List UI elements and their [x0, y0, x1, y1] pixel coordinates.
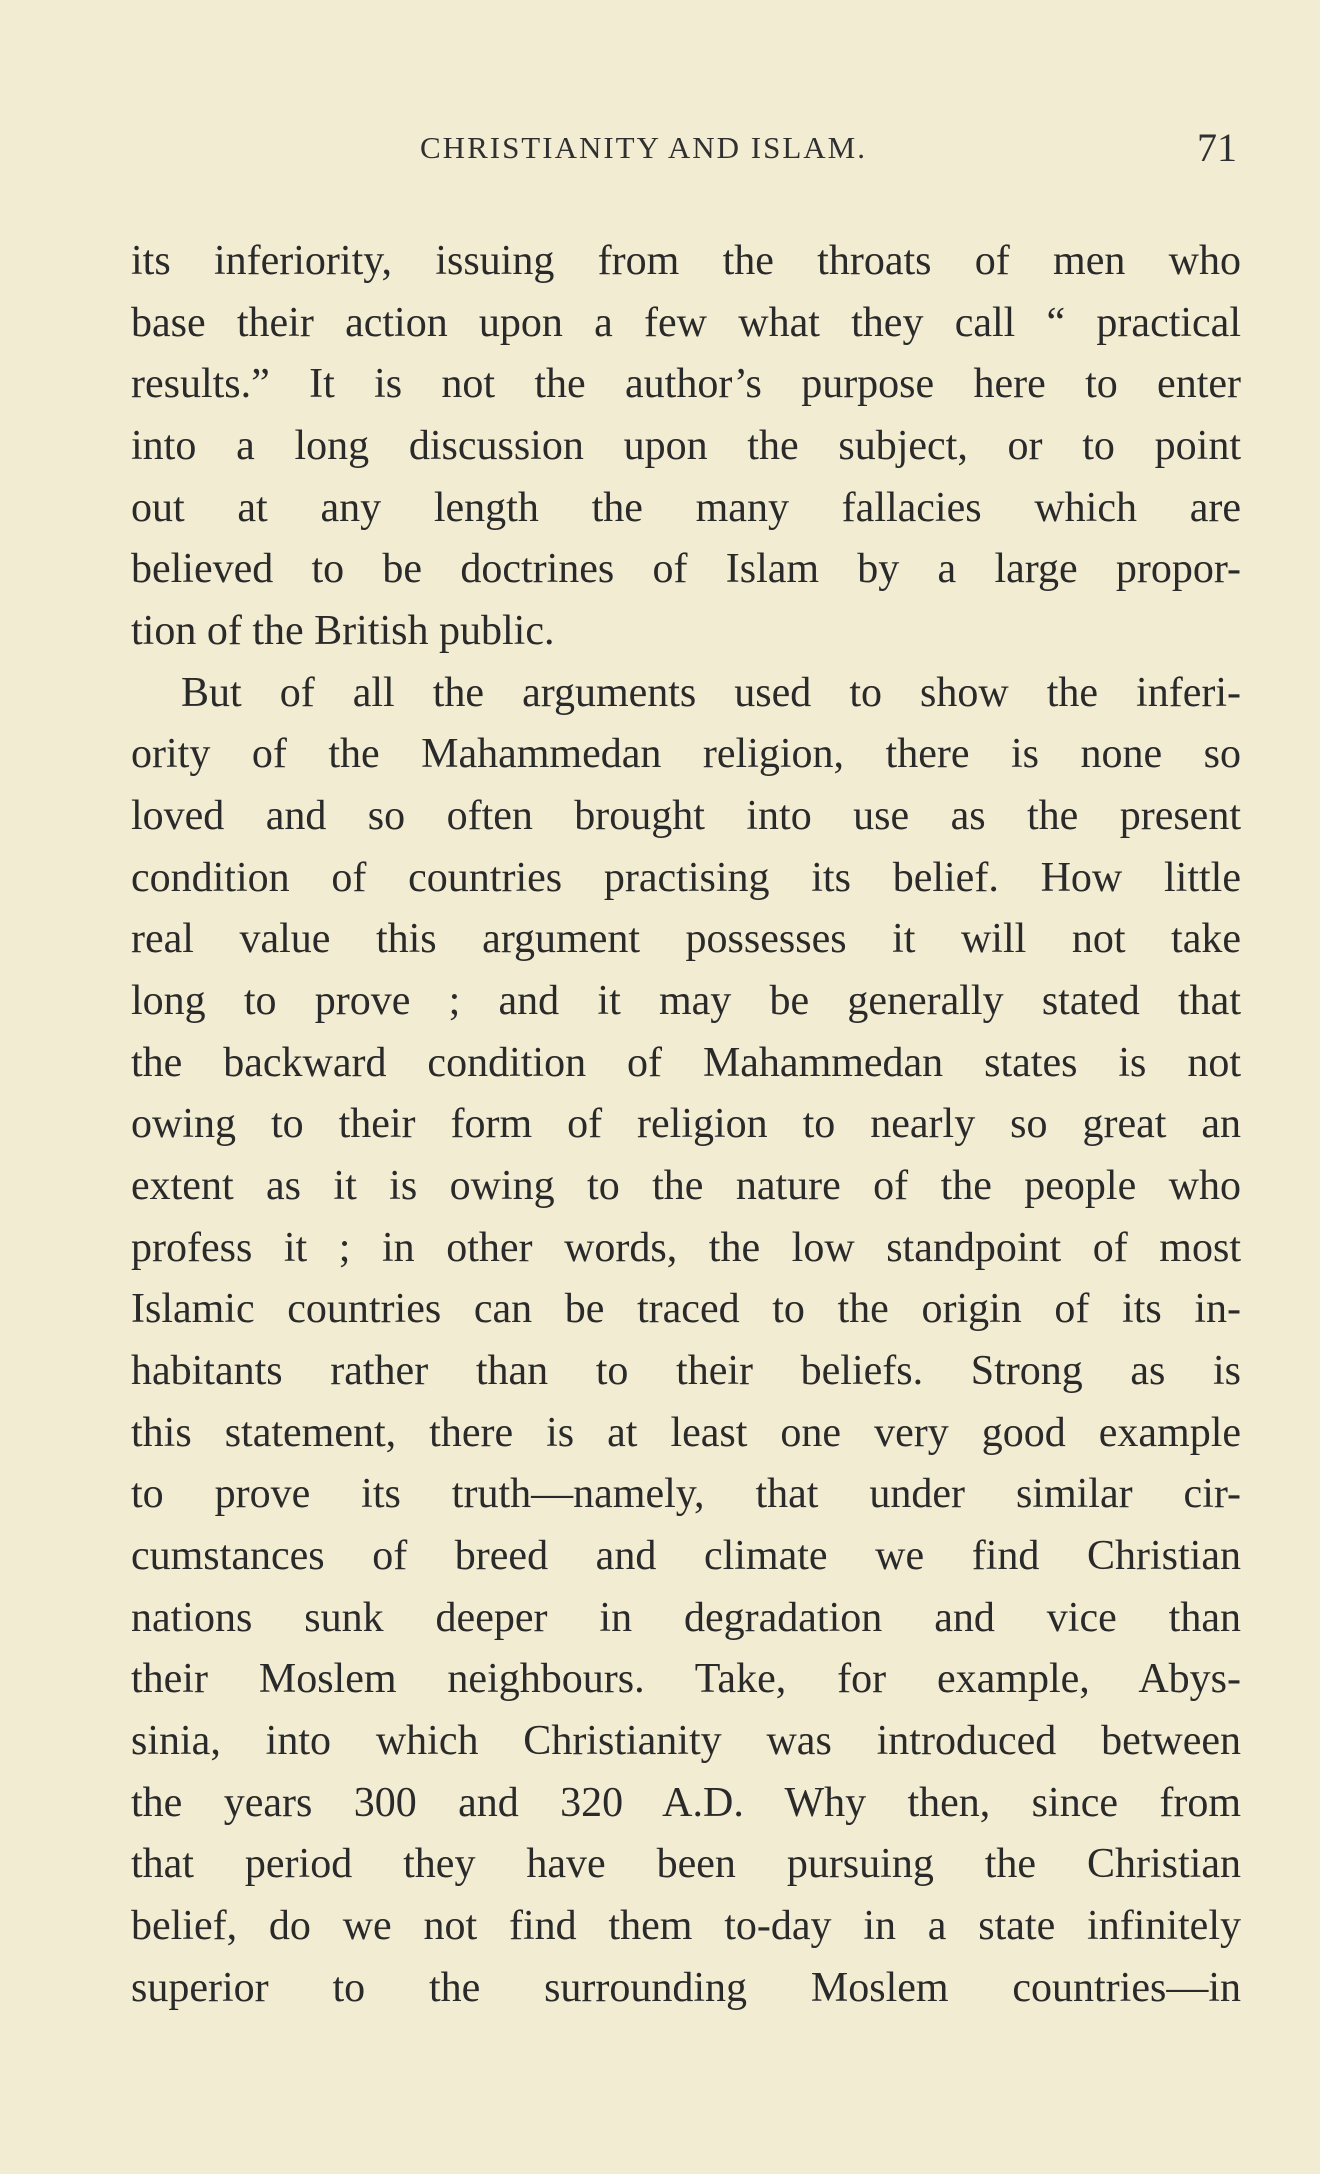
text-line: base their action upon a few what they call “ practical [131, 300, 1241, 346]
running-header-title: CHRISTIANITY AND ISLAM. [420, 130, 867, 165]
text-line: its inferiority, issuing from the throats of men who [131, 238, 1241, 284]
text-line: tion of the British public. [131, 608, 555, 654]
text-line: owing to their form of religion to nearly so great an [131, 1101, 1241, 1147]
text-line: long to prove ; and it may be generally stated that [131, 978, 1241, 1024]
text-line: into a long discussion upon the subject, or to point [131, 423, 1241, 469]
text-line: condition of countries practising its belief. How little [131, 855, 1241, 901]
text-line: out at any length the many fallacies which are [131, 485, 1241, 531]
text-line: the backward condition of Mahammedan states is not [131, 1040, 1241, 1086]
text-line: nations sunk deeper in degradation and vice than [131, 1595, 1241, 1641]
text-line: their Moslem neighbours. Take, for example, Abys- [131, 1656, 1241, 1702]
text-line: results.” It is not the author’s purpose here to enter [131, 361, 1241, 407]
text-line: to prove its truth—namely, that under similar cir- [131, 1471, 1241, 1517]
text-line: superior to the surrounding Moslem countries—in [131, 1965, 1241, 2011]
text-line: believed to be doctrines of Islam by a large propor- [131, 546, 1241, 592]
text-line: cumstances of breed and climate we find Christian [131, 1533, 1241, 1579]
text-line: real value this argument possesses it will not take [131, 916, 1241, 962]
text-line: profess it ; in other words, the low standpoint of most [131, 1225, 1241, 1271]
text-line: this statement, there is at least one very good example [131, 1410, 1241, 1456]
text-line: ority of the Mahammedan religion, there is none so [131, 731, 1241, 777]
text-line: the years 300 and 320 A.D. Why then, since from [131, 1780, 1241, 1826]
text-line: loved and so often brought into use as the present [131, 793, 1241, 839]
text-line: Islamic countries can be traced to the origin of its in- [131, 1286, 1241, 1332]
page-number: 71 [1197, 125, 1237, 170]
paragraph-first-line: But of all the arguments used to show the inferi- [181, 670, 1241, 716]
text-line: that period they have been pursuing the Christian [131, 1841, 1241, 1887]
text-line: belief, do we not find them to-day in a state infinitely [131, 1903, 1241, 1949]
text-line: extent as it is owing to the nature of the people who [131, 1163, 1241, 1209]
text-line: sinia, into which Christianity was introduced between [131, 1718, 1241, 1764]
text-line: habitants rather than to their beliefs. Strong as is [131, 1348, 1241, 1394]
